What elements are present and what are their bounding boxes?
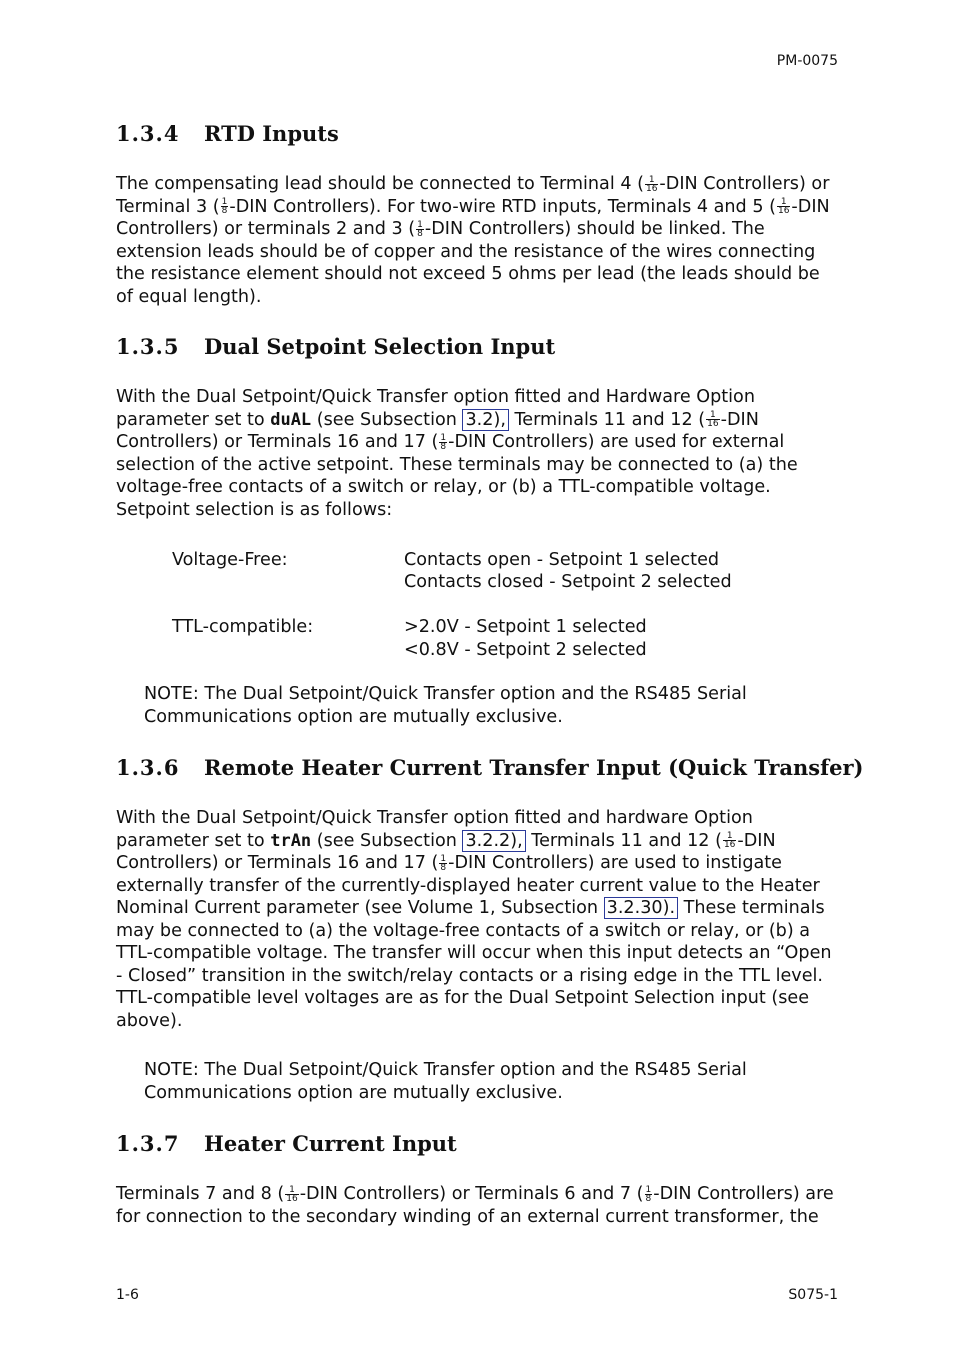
fraction-1-8: $\frac{1}{8}$ [440, 432, 447, 452]
ttl-option-2: <0.8V - Setpoint 2 selected [404, 640, 647, 660]
paragraph-quick-transfer: With the Dual Setpoint/Quick Transfer option fitted and hardware Option parameter set to trAn (see Subsection 3.2.2), Terminals 11 and 12 ( $\frac{1}{16}$ -DIN Controllers) or Terminals 16 and 17 ( $\frac{1}{8}$ -DIN Controllers) are used to instigate externally transfer of the currently-displayed heater current value to the Heater Nominal Current parameter (see Volume 1, Subsection 3.2.30). These terminals may be connected to (a) the voltage-free contacts of a switch or relay, or (b) a TTL-compatible voltage. The transfer will occur when this input detects an “Open - Closed” transition in the switch/relay contacts or a rising edge in the TTL level. TTL-compatible level voltages are as for the Dual Setpoint Selection input (see above). [116, 808, 832, 1031]
section-title: Heater Current Input [204, 1131, 457, 1156]
ttl-label: TTL-compatible: [172, 617, 314, 637]
fraction-1-8: $\frac{1}{8}$ [417, 219, 423, 239]
section-number: 1.3.7 [116, 1131, 180, 1156]
fraction-1-16: $\frac{1}{16}$ [645, 174, 658, 194]
ttl-option-1: >2.0V - Setpoint 1 selected [404, 617, 647, 637]
subsection-link[interactable]: 3.2.30). [604, 897, 678, 919]
subsection-link[interactable]: 3.2), [462, 409, 508, 431]
document-code: S075-1 [788, 1287, 838, 1303]
section-heading-1-3-6 [116, 755, 863, 780]
section-number: 1.3.6 [116, 755, 180, 780]
paragraph-heater-current: Terminals 7 and 8 ( $\frac{1}{16}$ -DIN Controllers) or Terminals 6 and 7 ( $\frac{1}{8}$ -DIN Controllers) are for connection to the secondary winding of an external current transformer, the [116, 1184, 834, 1227]
voltage-free-option-1: Contacts open - Setpoint 1 selected [404, 550, 720, 570]
fraction-1-16: $\frac{1}{16}$ [286, 1184, 298, 1204]
note-mutually-exclusive: NOTE: The Dual Setpoint/Quick Transfer option and the RS485 Serial Communications option are mutually exclusive. [144, 1060, 747, 1103]
parameter-keyword: trAn [270, 830, 312, 851]
fraction-1-8: $\frac{1}{8}$ [645, 1184, 652, 1204]
section-heading-1-3-5 [116, 334, 555, 359]
fraction-1-16: $\frac{1}{16}$ [777, 197, 790, 216]
voltage-free-option-2: Contacts closed - Setpoint 2 selected [404, 572, 732, 592]
section-number: 1.3.5 [116, 334, 180, 359]
subsection-link[interactable]: 3.2.2), [462, 830, 525, 852]
paragraph-rtd-inputs: The compensating lead should be connected to Terminal 4 ( $\frac{1}{16}$ -DIN Controllers) or Terminal 3 ( $\frac{1}{8}$ -DIN Controllers). For two-wire RTD inputs, Terminals 4 and 5 ( $\frac{1}{16}$ -DIN Controllers) or terminals 2 and 3 ( $\frac{1}{8}$ -DIN Controllers) should be linked. The extension leads should be of copper and the resistance of the wires connecting the resistance element should not exceed 5 ohms per lead (the leads should be of equal length). [116, 174, 830, 307]
section-number: 1.3.4 [116, 121, 180, 146]
section-heading-1-3-7 [116, 1131, 457, 1156]
section-title: RTD Inputs [204, 121, 339, 146]
page-number: 1-6 [116, 1287, 139, 1303]
fraction-1-8: $\frac{1}{8}$ [440, 853, 447, 873]
fraction-1-16: $\frac{1}{16}$ [707, 410, 719, 429]
voltage-free-label: Voltage-Free: [172, 550, 288, 570]
section-title: Dual Setpoint Selection Input [204, 334, 556, 359]
section-title: Remote Heater Current Transfer Input (Quick Transfer) [204, 755, 864, 780]
note-mutually-exclusive: NOTE: The Dual Setpoint/Quick Transfer option and the RS485 Serial Communications option are mutually exclusive. [144, 684, 747, 727]
fraction-1-16: $\frac{1}{16}$ [723, 831, 736, 850]
parameter-keyword: duAL [270, 409, 312, 430]
fraction-1-8: $\frac{1}{8}$ [221, 197, 228, 216]
section-heading-1-3-4 [116, 121, 339, 146]
paragraph-dual-setpoint: With the Dual Setpoint/Quick Transfer option fitted and Hardware Option parameter set to duAL (see Subsection 3.2), Terminals 11 and 12 ( $\frac{1}{16}$ -DIN Controllers) or Terminals 16 and 17 ( $\frac{1}{8}$ -DIN Controllers) are used for external selection of the active setpoint. These terminals may be connected to (a) the voltage-free contacts of a switch or relay, or (b) a TTL-compatible voltage. Setpoint selection is as follows: [116, 387, 798, 520]
document-id: PM-0075 [776, 53, 838, 69]
